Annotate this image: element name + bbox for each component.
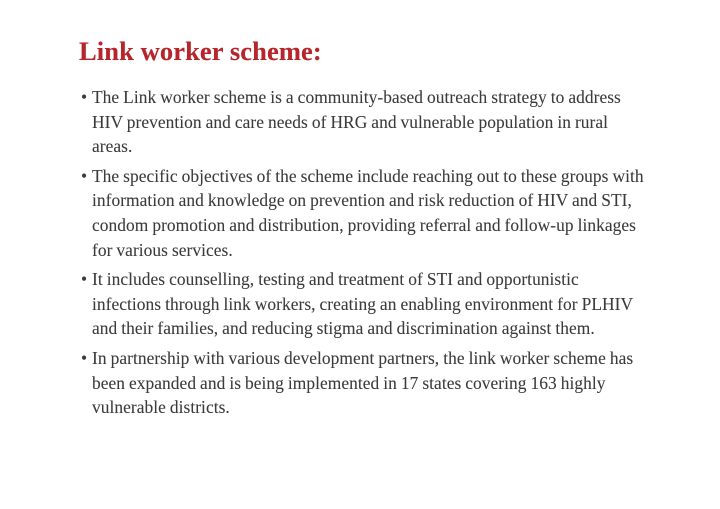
list-item-text: The Link worker scheme is a community-based outreach strategy to address HIV prevention and care needs of HRG and vulnerable population in rural areas. bbox=[92, 87, 621, 157]
list-item bbox=[78, 85, 650, 159]
list-item-text: In partnership with various development partners, the link worker scheme has been expanded and is being implemented in 17 states covering 163 highly vulnerable districts. bbox=[92, 347, 634, 418]
page-title: Link worker scheme: bbox=[79, 36, 322, 66]
bullet-point-icon: • bbox=[81, 87, 88, 107]
list-item bbox=[78, 267, 650, 341]
bullet-list bbox=[78, 85, 650, 420]
bullet-point-icon: • bbox=[81, 165, 88, 186]
bullet-point-icon: • bbox=[81, 347, 88, 368]
list-item bbox=[78, 346, 650, 420]
bullet-point-icon: • bbox=[81, 269, 88, 290]
list-item-text: The specific objectives of the scheme include reaching out to these groups with information and knowledge on prevention and risk reduction of HIV and STI, condom promotion and distribution, providing referral and follow-up linkages for various services. bbox=[92, 165, 644, 260]
list-item bbox=[78, 164, 650, 262]
list-item-text: It includes counselling, testing and treatment of STI and opportunistic infections through link workers, creating an enabling environment for PLHIV and their families, and reducing stigma and discrimination against them. bbox=[92, 269, 633, 339]
